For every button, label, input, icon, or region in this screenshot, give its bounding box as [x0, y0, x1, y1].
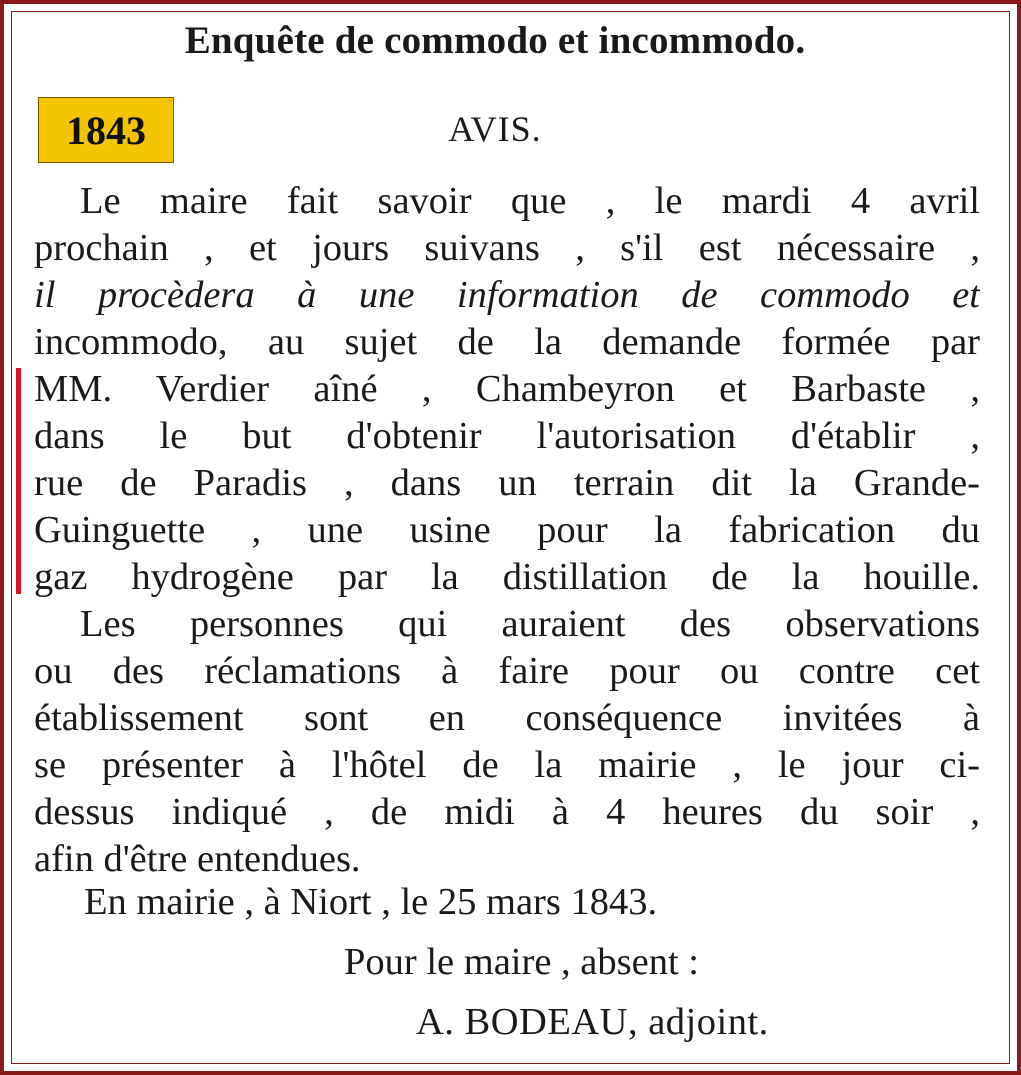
paragraph1-line: rue de Paradis , dans un terrain dit la Grande-: [34, 462, 980, 504]
signature-line: A. BODEAU, adjoint.: [416, 1001, 769, 1043]
paragraph1-line: prochain , et jours suivans , s'il est nécessaire ,: [34, 227, 980, 269]
notice-body: [34, 178, 980, 883]
year-badge: 1843: [38, 97, 174, 163]
margin-highlight-mark: [16, 368, 21, 594]
paragraph2-line: ou des réclamations à faire pour ou contre cet: [34, 650, 980, 692]
for-mayor-line: Pour le maire , absent :: [344, 941, 699, 983]
place-date-line: En mairie , à Niort , le 25 mars 1843.: [84, 881, 658, 923]
paragraph1-line: il procèdera à une information de commodo et: [34, 274, 980, 316]
paragraph1-line: MM. Verdier aîné , Chambeyron et Barbaste ,: [34, 368, 980, 410]
paragraph2-line: Les personnes qui auraient des observations: [80, 603, 980, 645]
paragraph2-line: afin d'être entendues.: [34, 838, 361, 880]
paragraph1-line: dans le but d'obtenir l'autorisation d'établir ,: [34, 415, 980, 457]
paragraph1-line: incommodo, au sujet de la demande formée par: [34, 321, 980, 363]
paragraph1-line: Guinguette , une usine pour la fabrication du: [34, 509, 980, 551]
paragraph2-line: dessus indiqué , de midi à 4 heures du soir ,: [34, 791, 980, 833]
notice-title: Enquête de commodo et incommodo.: [184, 19, 806, 62]
paragraph1-line: gaz hydrogène par la distillation de la houille.: [34, 556, 980, 598]
paragraph2-line: se présenter à l'hôtel de la mairie , le jour ci-: [34, 744, 980, 786]
paragraph1-line: Le maire fait savoir que , le mardi 4 avril: [80, 180, 980, 222]
notice-heading: AVIS.: [448, 109, 542, 149]
paragraph2-line: établissement sont en conséquence invitées à: [34, 697, 980, 739]
